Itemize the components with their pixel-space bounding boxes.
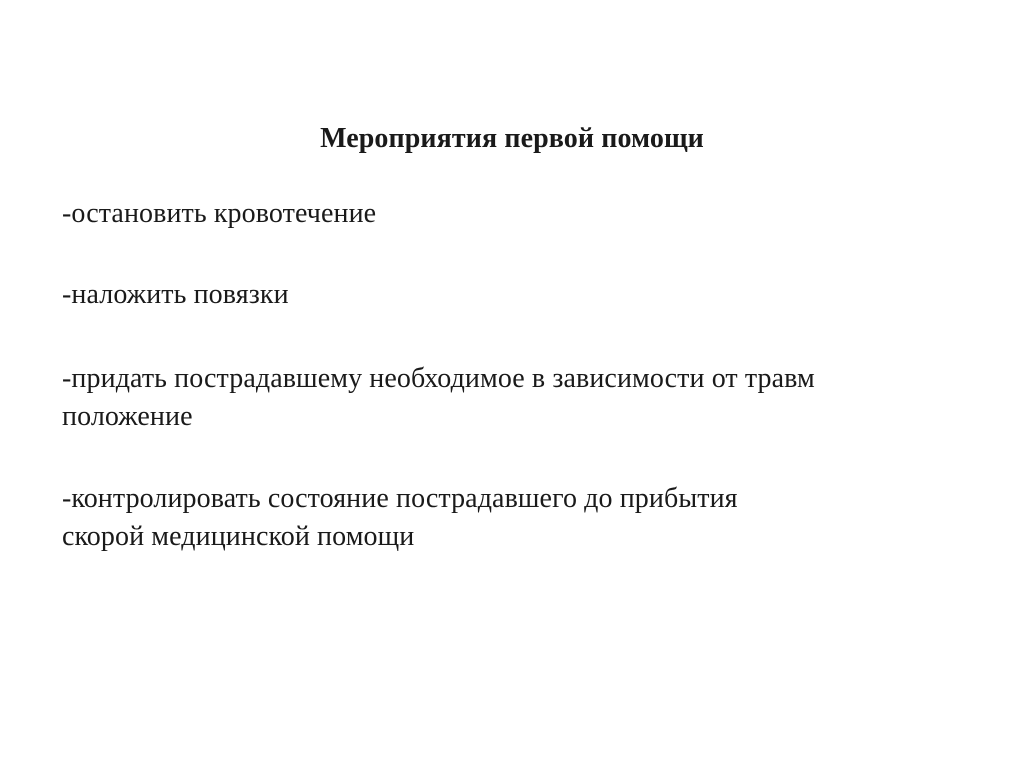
list-item bbox=[62, 360, 992, 436]
list-item bbox=[62, 480, 992, 556]
list-item-text: -остановить кровотечение bbox=[62, 198, 377, 229]
list-item-text-continued: положение bbox=[62, 401, 193, 432]
list-item-text: -придать пострадавшему необходимое в зависимости от травм bbox=[62, 363, 815, 394]
list-item bbox=[62, 276, 992, 314]
list-item bbox=[62, 195, 992, 233]
slide-title: Мероприятия первой помощи bbox=[320, 123, 704, 154]
list-item-text: -контролировать состояние пострадавшего до прибытия bbox=[62, 483, 738, 514]
list-item-text-continued: скорой медицинской помощи bbox=[62, 521, 415, 552]
list-item-text: -наложить повязки bbox=[62, 279, 289, 310]
